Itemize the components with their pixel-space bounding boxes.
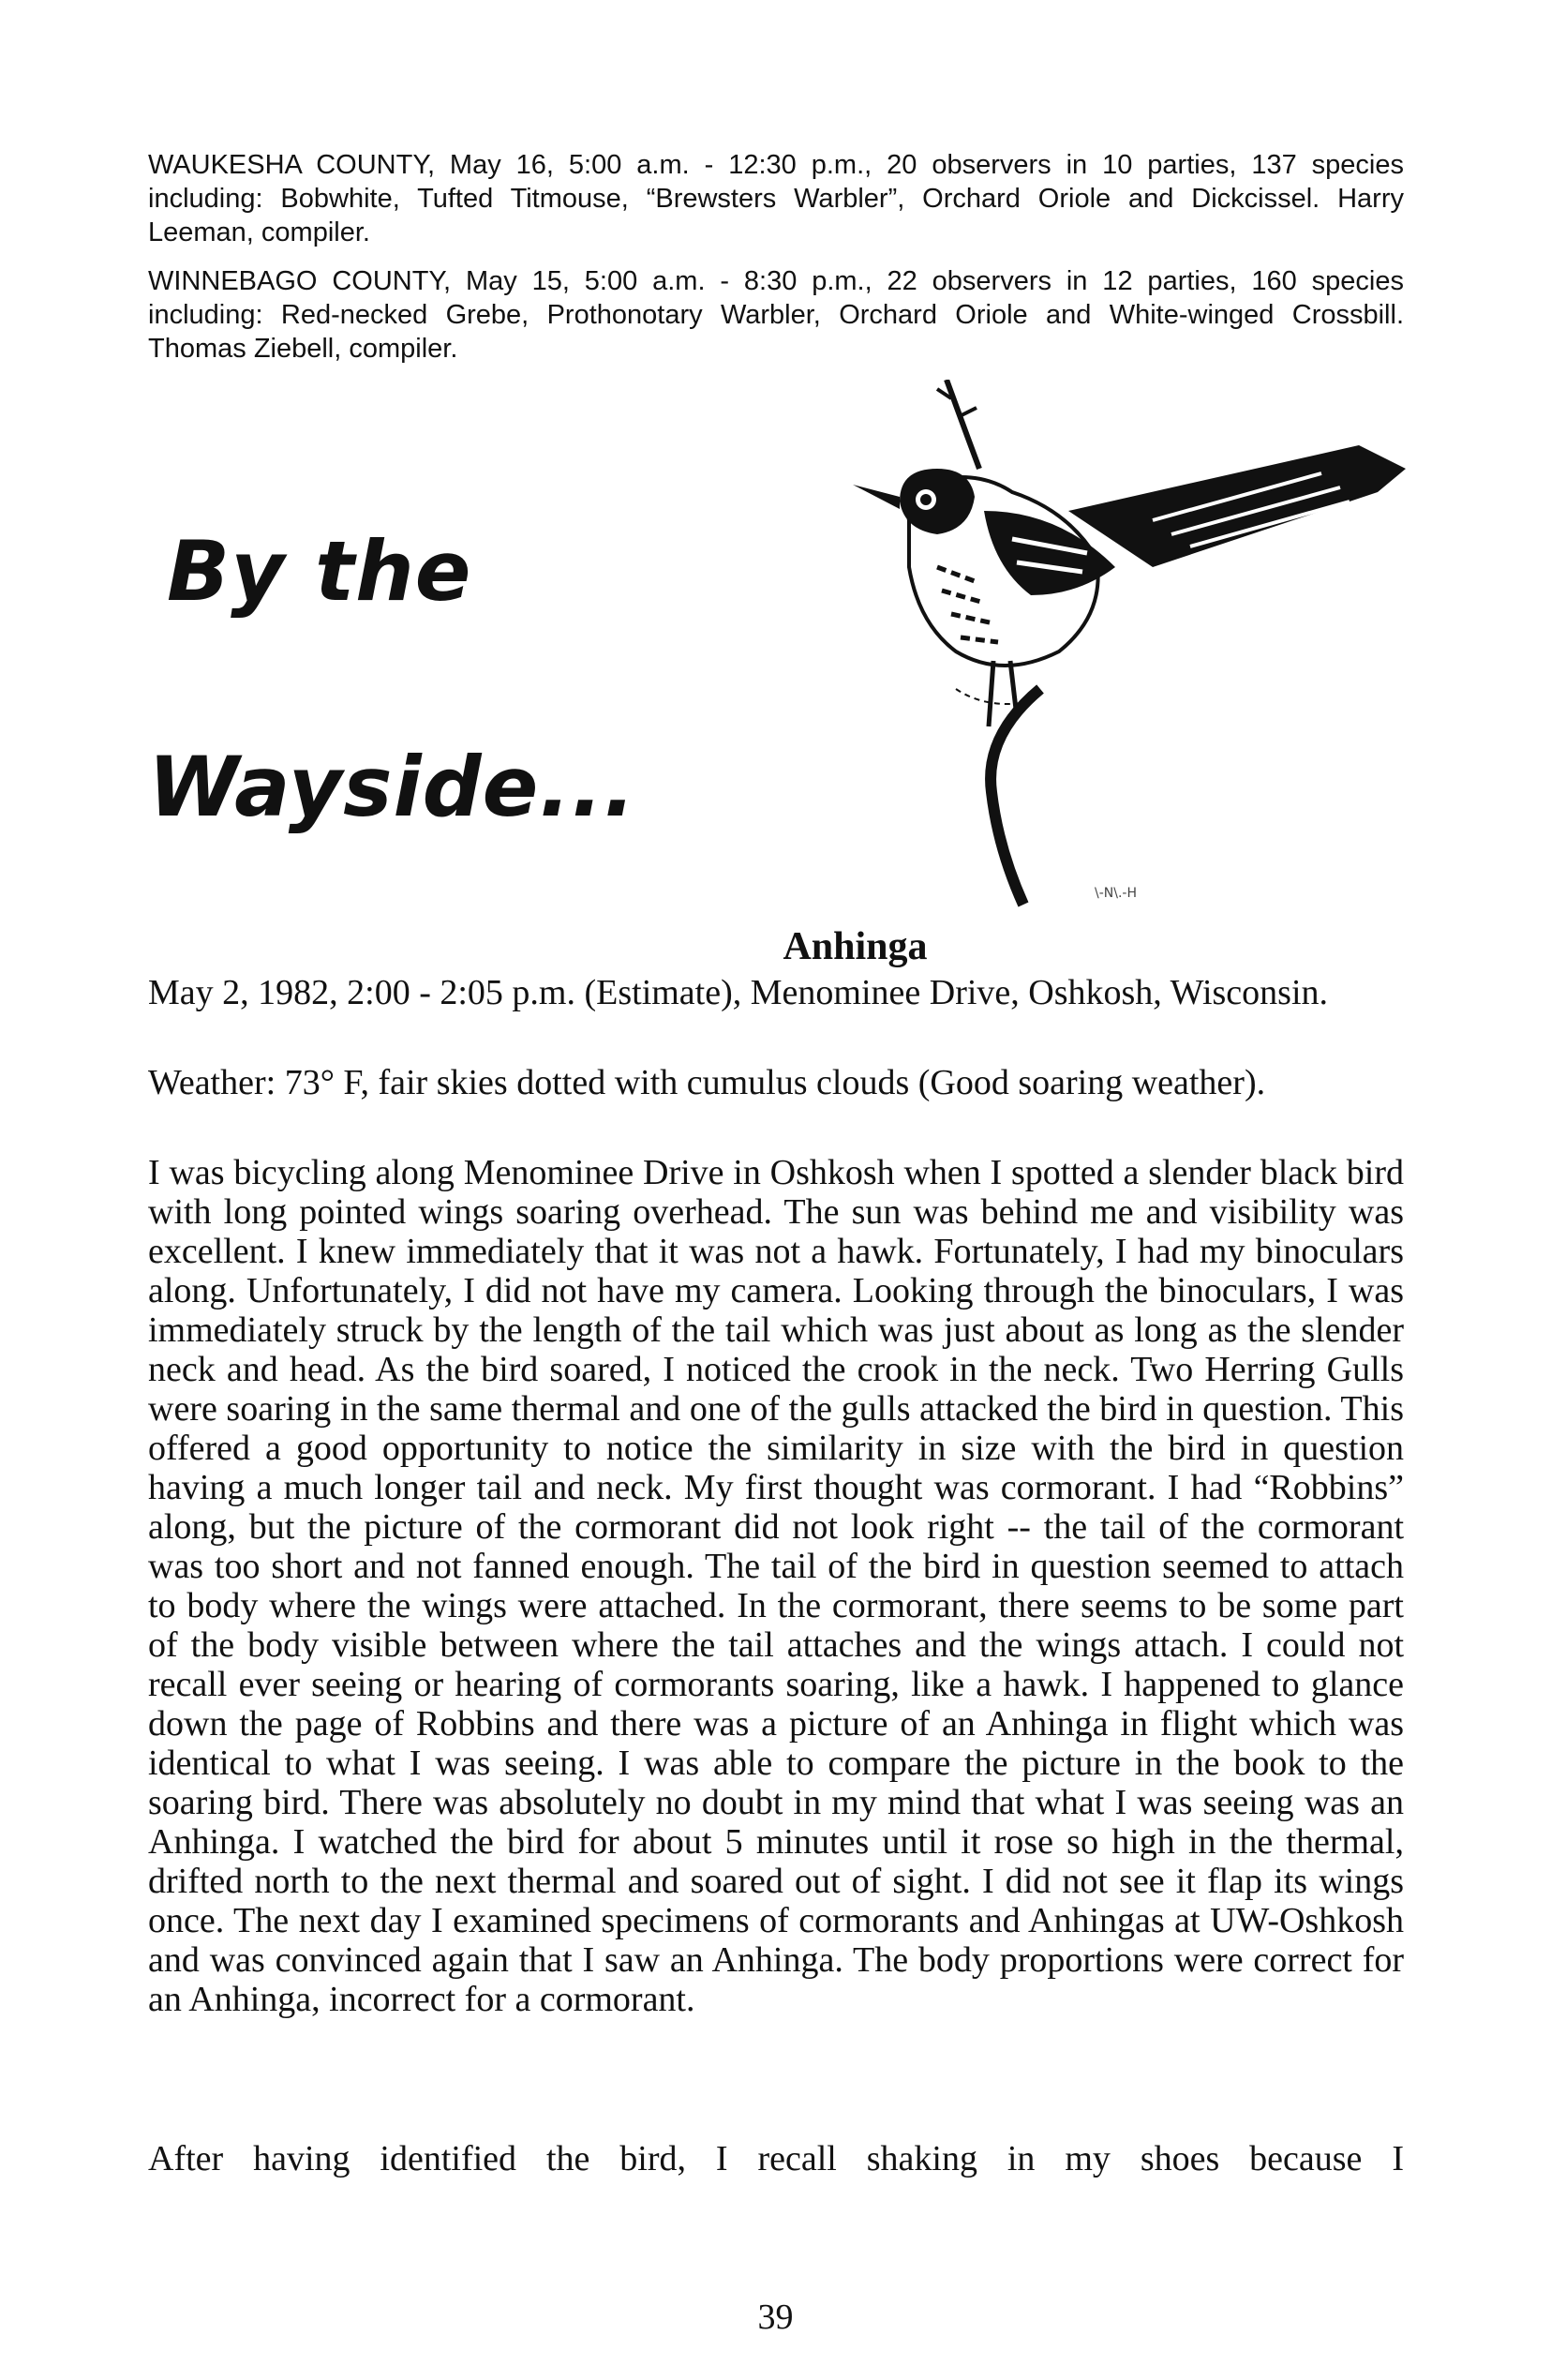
- heading-line-wayside: Wayside...: [148, 739, 636, 835]
- waukesha-county-entry: WAUKESHA COUNTY, May 16, 5:00 a.m. - 12:30 p.m., 20 observers in 10 parties, 137 species including: Bobwhite, Tufted Titmouse, “Brewsters Warbler”, Orchard Oriole and Dickcissel. Harry Leeman, compiler.: [148, 150, 1404, 247]
- article-weather: Weather: 73° F, fair skies dotted with cumulus clouds (Good soaring weather).: [148, 1063, 1266, 1102]
- bird-tail: [1068, 445, 1406, 567]
- branch: [991, 689, 1040, 905]
- artist-signature: \-N\.-H: [1095, 886, 1137, 901]
- article-body: I was bicycling along Menominee Drive in Oshkosh when I spotted a slender black bird with long pointed wings soaring overhead. The sun was behind me and visibility was excellent. I knew immediately that it was not a hawk. Fortunately, I had my binoculars along. Unfortunately, I did not have my camera. Looking through the binoculars, I was immediately struck by the length of the tail which was just about as long as the slender neck and head. As the bird soared, I noticed the crook in the neck. Two Herring Gulls were soaring in the same thermal and one of the gulls attacked the bird in question. This offered a good opportunity to notice the similarity in size with the bird in question having a much longer tail and neck. My first thought was cormorant. I had “Robbins” along, but the picture of the cormorant did not look right -- the tail of the cormorant was too short and not fanned enough. The tail of the bird in question seemed to attach to body where the wings were attached. In the cormorant, there seems to be some part of the body visible between where the tail attaches and the wings attach. I could not recall ever seeing or hearing of cormorants soaring, like a hawk. I happened to glance down the page of Robbins and there was a picture of an Anhinga in flight which was identical to what I was seeing. I was able to compare the picture in the book to the soaring bird. There was absolutely no doubt in my mind that what I was seeing was an Anhinga. I watched the bird for about 5 minutes until it rose so high in the thermal, drifted north to the next thermal and soared out of sight. I did not see it flap its wings once. The next day I examined specimens of cormorants and Anhingas at UW-Oshkosh and was convinced again that I saw an Anhinga. The body proportions were correct for an Anhinga, incorrect for a cormorant.: [148, 1153, 1404, 2019]
- article-title: Anhinga: [783, 925, 928, 968]
- warbler-illustration: [759, 380, 1415, 914]
- article-date-location: May 2, 1982, 2:00 - 2:05 p.m. (Estimate), Menominee Drive, Oshkosh, Wisconsin.: [148, 973, 1329, 1012]
- bird-beak: [853, 485, 900, 509]
- twig: [947, 380, 979, 469]
- page-number: 39: [757, 2298, 794, 2337]
- article-closing-line: After having identified the bird, I recall shaking in my shoes because I: [148, 2139, 1404, 2178]
- heading-line-by-the: By the: [167, 523, 472, 620]
- section-heading: [148, 525, 748, 862]
- winnebago-county-entry: WINNEBAGO COUNTY, May 15, 5:00 a.m. - 8:30 p.m., 22 observers in 12 parties, 160 species including: Red-necked Grebe, Prothonotary Warbler, Orchard Oriole and White-winged Crossbill. Thomas Ziebell, compiler.: [148, 266, 1404, 364]
